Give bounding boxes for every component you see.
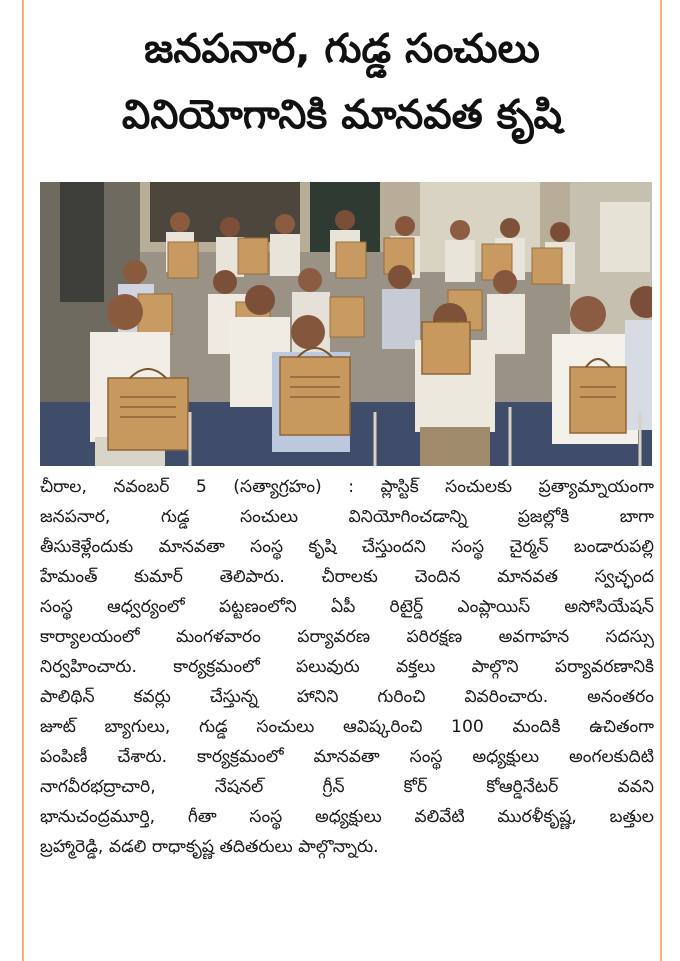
group-photo	[40, 182, 652, 466]
article-line: సంస్థ ఆధ్వర్యంలో పట్టణంలోని ఏపీ రిటైర్డ్ ఎంప్లాయిస్ అసోసియేషన్	[40, 597, 654, 617]
article-line: హేమంత్ కుమార్ తెలిపారు. చీరాలకు చెందిన మానవత స్వచ్ఛంద	[40, 567, 654, 587]
article-line: జనపనార, గుడ్డ సంచులు వినియోగించడాన్ని ప్రజల్లోకి బాగా	[40, 507, 654, 527]
article-line: జూట్ బ్యాగులు, గుడ్డ సంచులు ఆవిష్కరించి 100 మందికి ఉచితంగా	[40, 717, 654, 737]
article-line: నాగవీరభద్రాచారి, నేషనల్ గ్రీన్ కోర్ కోఆర్డినేటర్ వవని	[40, 777, 654, 797]
headline-line-2: వినియోగానికి మానవత కృషి	[121, 92, 563, 138]
article-line: పాలిథిన్ కవర్లు చేస్తున్న హానిని గురించి వివరించారు. అనంతరం	[40, 687, 654, 707]
headline	[24, 16, 660, 148]
photo-illustration	[40, 182, 652, 466]
article-line: పంపిణీ చేశారు. కార్యక్రమంలో మానవతా సంస్థ అధ్యక్షులు అంగలకుదిటి	[40, 747, 654, 767]
news-clipping	[22, 0, 662, 961]
article-body	[40, 472, 654, 862]
article-line: బ్రహ్మారెడ్డి, వడలి రాధాకృష్ణ తదితరులు పాల్గొన్నారు.	[40, 837, 379, 857]
article-line: చీరాల, నవంబర్ 5 (సత్యాగ్రహం) : ప్లాస్టిక్ సంచులకు ప్రత్యామ్నాయంగా	[40, 477, 654, 497]
article-line: నిర్వహించారు. కార్యక్రమంలో పలువురు వక్తలు పాల్గొని పర్యావరణానికి	[40, 657, 654, 677]
article-line: కార్యాలయంలో మంగళవారం పర్యావరణ పరిరక్షణ అవగాహన సదస్సు	[40, 627, 654, 647]
article-line: తీసుకెళ్లేందుకు మానవతా సంస్థ కృషి చేస్తుందని సంస్థ చైర్మన్ బండారుపల్లి	[40, 537, 654, 557]
article-line: భానుచంద్రమూర్తి, గీతా సంస్థ అధ్యక్షులు వలివేటి మురళీకృష్ణ, బత్తుల	[40, 807, 654, 827]
headline-line-1: జనపనార, గుడ్డ సంచులు	[144, 26, 540, 72]
